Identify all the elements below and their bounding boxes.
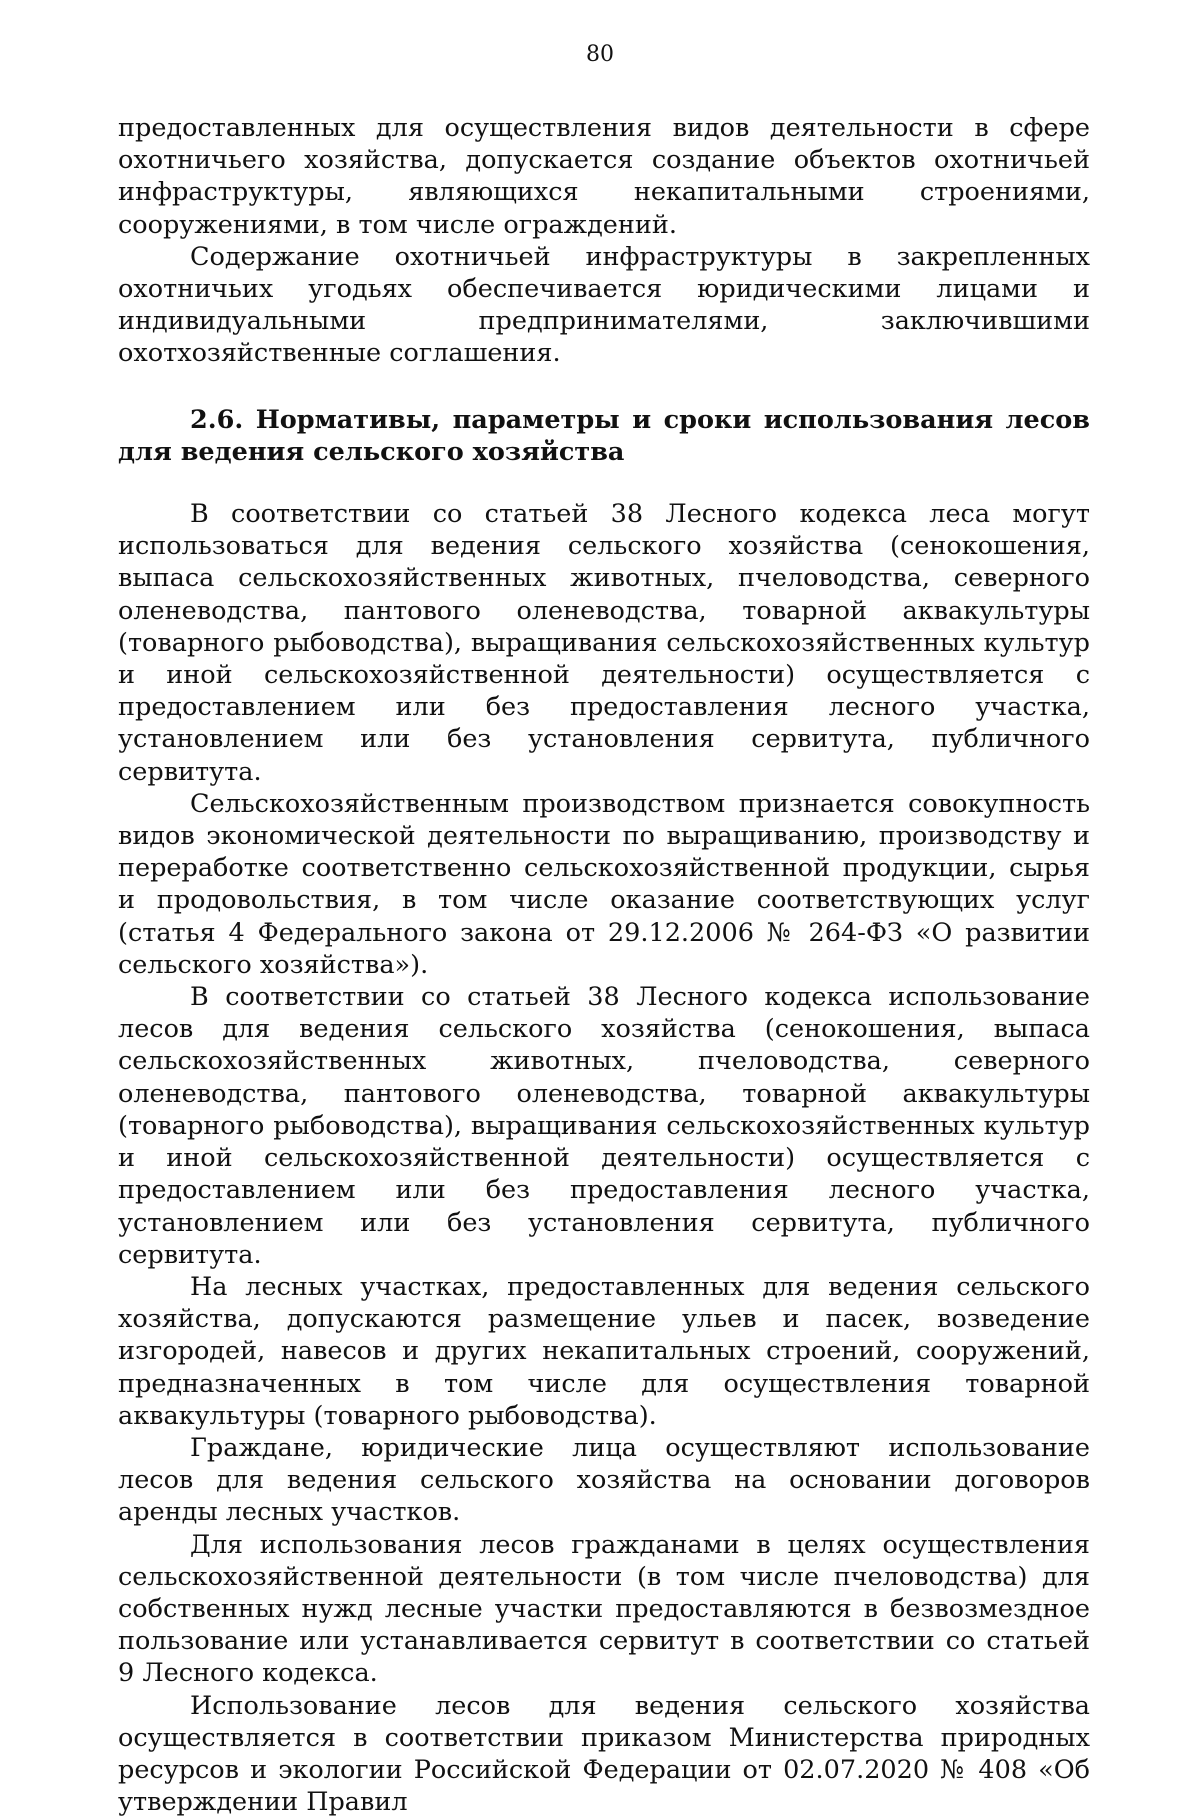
paragraph-lease-agreements: Граждане, юридические лица осуществляют использование лесов для ведения сельского хозяйства на основании договоров аренды лесных участков. bbox=[118, 1432, 1090, 1528]
paragraph-article-38-forests: В соответствии со статьей 38 Лесного кодекса леса могут использоваться для ведения сельского хозяйства (сенокошения, выпаса сельскохозяйственных животных, пчеловодства, северного оленеводства, пантового оленеводства, товарной аквакультуры (товарного рыбоводства), выращивания сельскохозяйственных культур и иной сельскохозяйственной деятельности) осуществляется с предоставлением или без предоставления лесного участка, установлением или без установления сервитута, публичного сервитута. bbox=[118, 499, 1090, 787]
paragraph-continuation: предоставленных для осуществления видов деятельности в сфере охотничьего хозяйства, допускается создание объектов охотничьей инфраструктуры, являющихся некапитальными строениями, сооружениями, в том числе ограждений. bbox=[118, 113, 1090, 240]
page-number: 80 bbox=[586, 42, 614, 67]
paragraph-hunting-infrastructure: Содержание охотничьей инфраструктуры в закрепленных охотничьих угодьях обеспечивается юридическими лицами и индивидуальными предпринимателями, заключившими охотхозяйственные соглашения. bbox=[118, 241, 1090, 369]
paragraph-ministry-order: Использование лесов для ведения сельского хозяйства осуществляется в соответствии приказом Министерства природных ресурсов и экологии Российской Федерации от 02.07.2020 № 408 «Об утверждении Правил bbox=[118, 1690, 1090, 1818]
page-content bbox=[118, 112, 1090, 1818]
paragraph-free-use: Для использования лесов гражданами в целях осуществления сельскохозяйственной деятельности (в том числе пчеловодства) для собственных нужд лесные участки предоставляются в безвозмездное пользование или устанавливается сервитут в соответствии со статьей 9 Лесного кодекса. bbox=[118, 1529, 1090, 1689]
section-heading: 2.6. Нормативы, параметры и сроки использования лесов для ведения сельского хозяйства bbox=[118, 404, 1090, 467]
paragraph-agricultural-production: Сельскохозяйственным производством признается совокупность видов экономической деятельности по выращиванию, производству и переработке соответственно сельскохозяйственной продукции, сырья и продовольствия, в том числе оказание соответствующих услуг (статья 4 Федерального закона от 29.12.2006 № 264-ФЗ «О развитии сельского хозяйства»). bbox=[118, 788, 1090, 980]
paragraph-article-38-usage: В соответствии со статьей 38 Лесного кодекса использование лесов для ведения сельского хозяйства (сенокошения, выпаса сельскохозяйственных животных, пчеловодства, северного оленеводства, пантового оленеводства, товарной аквакультуры (товарного рыбоводства), выращивания сельскохозяйственных культур и иной сельскохозяйственной деятельности) осуществляется с предоставлением или без предоставления лесного участка, установлением или без установления сервитута, публичного сервитута. bbox=[118, 982, 1090, 1270]
paragraph-beehives-fences: На лесных участках, предоставленных для ведения сельского хозяйства, допускаются размещение ульев и пасек, возведение изгородей, навесов и других некапитальных строений, сооружений, предназначенных в том числе для осуществления товарной аквакультуры (товарного рыбоводства). bbox=[118, 1271, 1090, 1431]
